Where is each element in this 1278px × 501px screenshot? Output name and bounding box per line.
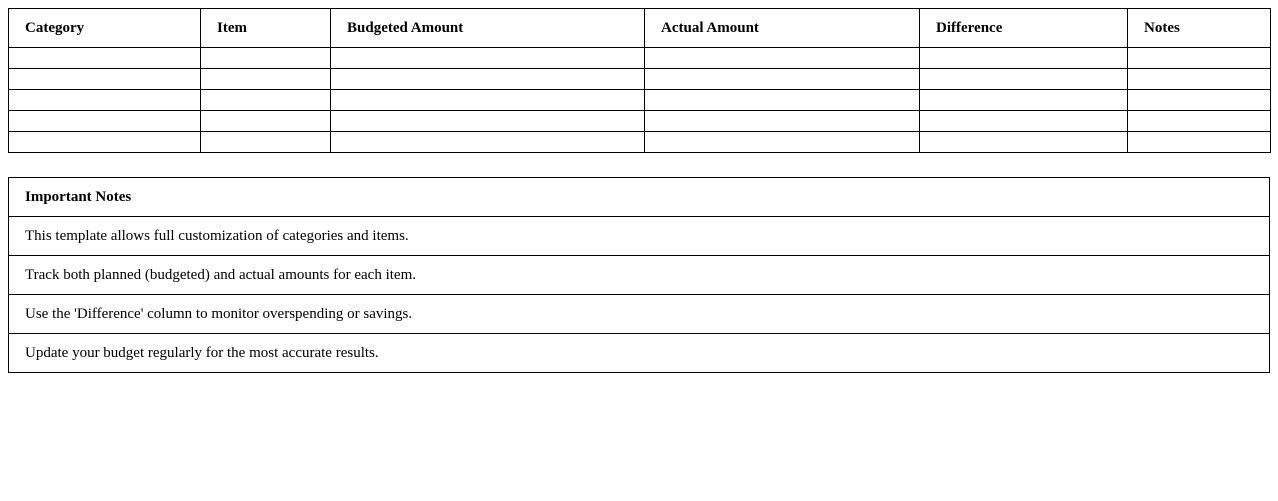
cell-category[interactable] [9, 48, 201, 69]
header-budgeted-amount: Budgeted Amount [331, 9, 645, 48]
cell-notes[interactable] [1128, 48, 1271, 69]
important-notes-table [8, 177, 1270, 373]
cell-category[interactable] [9, 111, 201, 132]
header-difference: Difference [920, 9, 1128, 48]
cell-actual-amount[interactable] [645, 48, 920, 69]
cell-difference[interactable] [920, 111, 1128, 132]
cell-budgeted-amount[interactable] [331, 48, 645, 69]
cell-budgeted-amount[interactable] [331, 111, 645, 132]
cell-actual-amount[interactable] [645, 111, 920, 132]
cell-notes[interactable] [1128, 111, 1271, 132]
cell-difference[interactable] [920, 69, 1128, 90]
cell-difference[interactable] [920, 132, 1128, 153]
cell-item[interactable] [201, 48, 331, 69]
note-text: Use the 'Difference' column to monitor overspending or savings. [9, 295, 1270, 334]
budget-header-row [9, 9, 1271, 48]
header-actual-amount: Actual Amount [645, 9, 920, 48]
cell-notes[interactable] [1128, 132, 1271, 153]
cell-budgeted-amount[interactable] [331, 69, 645, 90]
header-notes: Notes [1128, 9, 1271, 48]
cell-actual-amount[interactable] [645, 132, 920, 153]
cell-difference[interactable] [920, 90, 1128, 111]
cell-budgeted-amount[interactable] [331, 132, 645, 153]
cell-category[interactable] [9, 69, 201, 90]
list-item [9, 256, 1270, 295]
notes-header-row [9, 178, 1270, 217]
list-item [9, 334, 1270, 373]
table-row [9, 90, 1271, 111]
note-text: Update your budget regularly for the most accurate results. [9, 334, 1270, 373]
list-item [9, 295, 1270, 334]
cell-category[interactable] [9, 132, 201, 153]
cell-notes[interactable] [1128, 69, 1271, 90]
table-row [9, 132, 1271, 153]
cell-item[interactable] [201, 69, 331, 90]
table-row [9, 111, 1271, 132]
cell-notes[interactable] [1128, 90, 1271, 111]
cell-item[interactable] [201, 132, 331, 153]
cell-item[interactable] [201, 90, 331, 111]
table-row [9, 69, 1271, 90]
note-text: This template allows full customization of categories and items. [9, 217, 1270, 256]
important-notes-heading: Important Notes [9, 178, 1270, 217]
table-row [9, 48, 1271, 69]
cell-item[interactable] [201, 111, 331, 132]
cell-difference[interactable] [920, 48, 1128, 69]
budget-table [8, 8, 1271, 153]
cell-budgeted-amount[interactable] [331, 90, 645, 111]
cell-actual-amount[interactable] [645, 69, 920, 90]
cell-category[interactable] [9, 90, 201, 111]
header-category: Category [9, 9, 201, 48]
list-item [9, 217, 1270, 256]
note-text: Track both planned (budgeted) and actual amounts for each item. [9, 256, 1270, 295]
cell-actual-amount[interactable] [645, 90, 920, 111]
header-item: Item [201, 9, 331, 48]
